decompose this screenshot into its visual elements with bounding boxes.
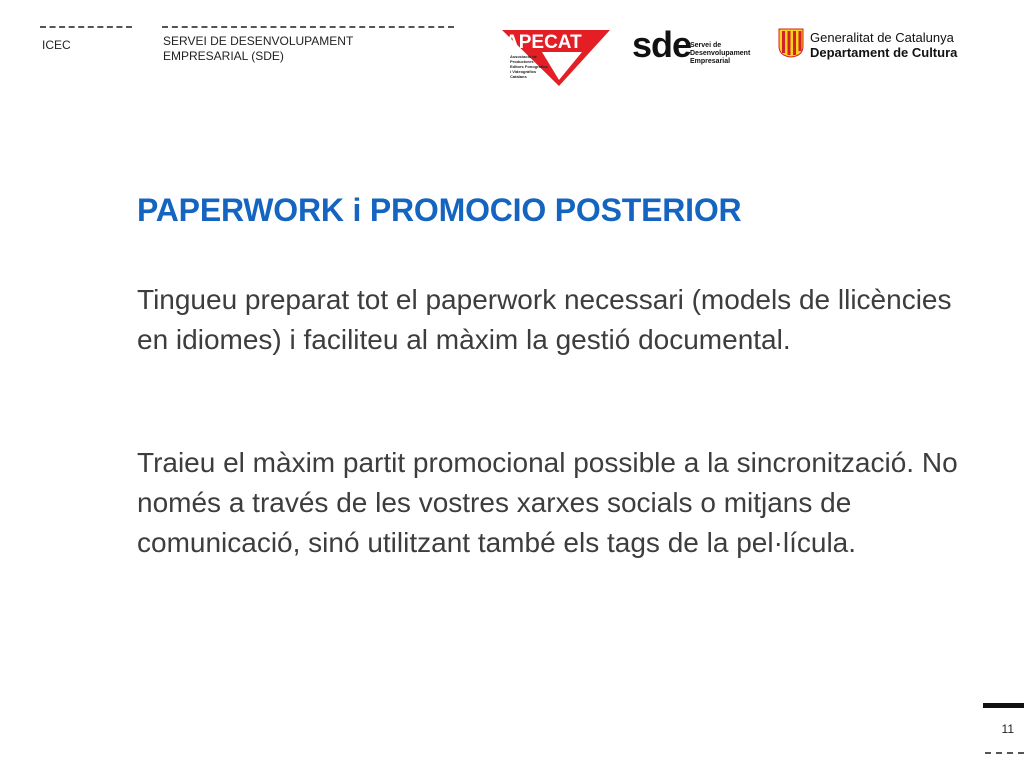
senyera-icon bbox=[778, 28, 804, 58]
slide-title: PAPERWORK i PROMOCIO POSTERIOR bbox=[137, 192, 742, 228]
sde-logo-word: sde bbox=[632, 24, 692, 65]
generalitat-line2: Departament de Cultura bbox=[810, 45, 958, 60]
sde-logo bbox=[632, 24, 762, 68]
sde-logo-line: Servei de bbox=[690, 42, 722, 49]
header-sde-label-line2: EMPRESARIAL (SDE) bbox=[163, 49, 284, 63]
apecat-subtext-line: Productores bbox=[510, 59, 534, 64]
header-divider-left bbox=[40, 26, 132, 28]
apecat-logo-subtext bbox=[510, 54, 548, 79]
sde-logo-text bbox=[690, 42, 750, 66]
apecat-subtext-line: i Videogràfics bbox=[510, 69, 537, 74]
footer-divider bbox=[985, 752, 1024, 754]
page-number: 11 bbox=[1001, 722, 1014, 736]
apecat-subtext-line: Editors Fonogràfics bbox=[510, 64, 548, 69]
header-sde-label-line1: SERVEI DE DESENVOLUPAMENT bbox=[163, 34, 354, 48]
apecat-subtext-line: Catalans bbox=[510, 74, 527, 79]
sde-logo-line: Empresarial bbox=[690, 58, 731, 65]
apecat-logo bbox=[502, 28, 612, 88]
slide-paragraph-1: Tingueu preparat tot el paperwork necessari (models de llicències en idiomes) i faciliteu al màxim la gestió documental. bbox=[137, 284, 952, 355]
generalitat-logo-text bbox=[810, 30, 957, 60]
header-icec-label: ICEC bbox=[42, 38, 71, 52]
apecat-subtext-line: Associació de bbox=[510, 54, 537, 59]
generalitat-logo bbox=[778, 28, 988, 60]
sde-logo-line: Desenvolupament bbox=[690, 50, 751, 57]
apecat-logo-word: APECAT bbox=[505, 32, 582, 53]
footer-corner-bar bbox=[983, 703, 1024, 708]
generalitat-line1: Generalitat de Catalunya bbox=[810, 30, 954, 45]
slide-paragraph-2: Traieu el màxim partit promocional possible a la sincronització. No només a través de les vostres xarxes socials o mitjans de comunicació, sinó utilitzant també els tags de la pel·lícula. bbox=[137, 447, 958, 558]
header-sde-label bbox=[163, 34, 353, 64]
header-divider-middle bbox=[162, 26, 454, 28]
